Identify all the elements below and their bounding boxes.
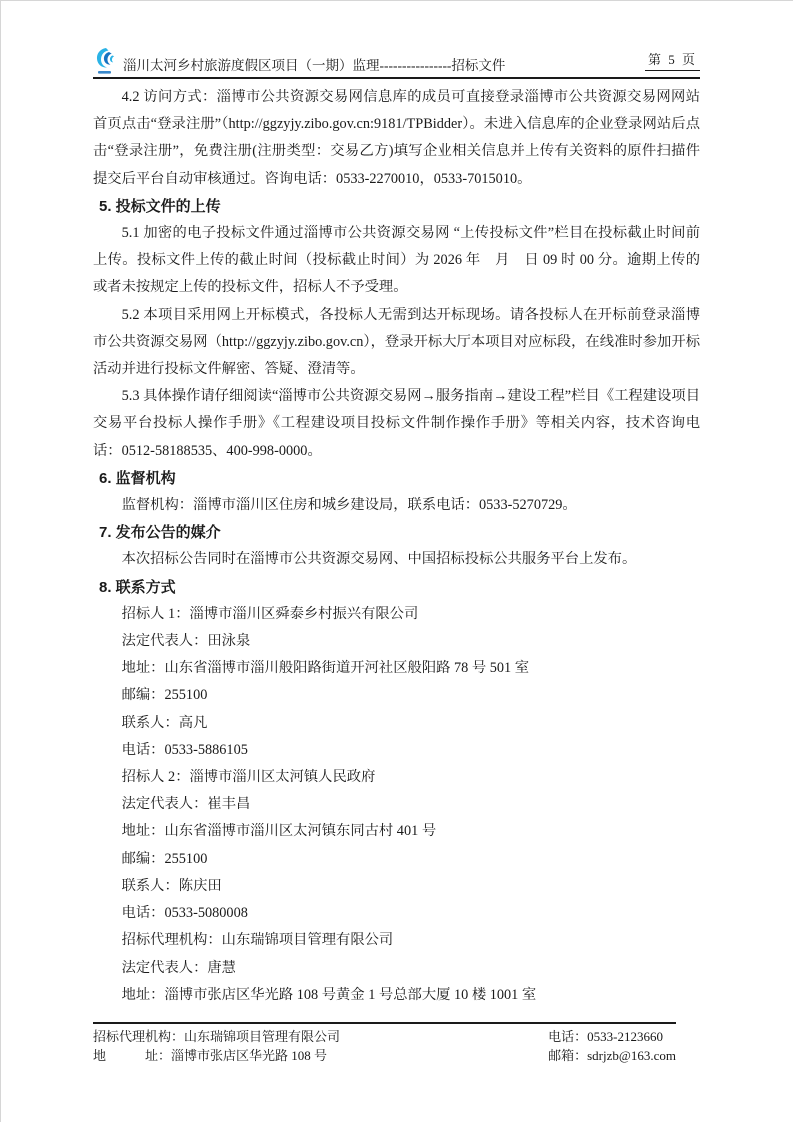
footer-right-column <box>548 1028 676 1065</box>
body-paragraph: 5.2 本项目采用网上开标模式，各投标人无需到达开标现场。请各投标人在开标前登录淄博市公共资源交易网（http://ggzyjy.zibo.gov.cn），登录开标大厅本项目对应标段，在线准时参加开标活动并进行投标文件解密、答疑、澄清等。 <box>93 306 700 378</box>
contact-line: 法定代表人：崔丰昌 <box>121 796 251 813</box>
footer-left-column <box>93 1028 340 1065</box>
contact-line: 联系人：陈庆田 <box>121 877 222 894</box>
body-paragraph: 监督机构：淄博市淄川区住房和城乡建设局，联系电话：0533-5270729。 <box>121 497 577 514</box>
company-swirl-logo-icon <box>93 45 120 76</box>
contact-line: 邮编：255100 <box>121 687 208 704</box>
contact-line: 电话：0533-5886105 <box>121 741 248 758</box>
contact-line: 法定代表人：唐慧 <box>121 959 236 976</box>
contact-line: 电话：0533-5080008 <box>121 905 248 922</box>
page-footer <box>93 1022 676 1065</box>
page-number: 第 5 页 <box>645 49 700 71</box>
contact-line: 招标代理机构：山东瑞锦项目管理有限公司 <box>121 932 394 949</box>
body-paragraph: 5.1 加密的电子投标文件通过淄博市公共资源交易网 “上传投标文件”栏目在投标截止时间前上传。投标文件上传的截止时间（投标截止时间）为 2026 年 月 日 09 时 00 分。逾期上传的或者未按规定上传的投标文件，招标人不予受理。 <box>93 225 700 296</box>
contact-line: 联系人：高凡 <box>121 714 208 731</box>
body-paragraph: 5.3 具体操作请仔细阅读“淄博市公共资源交易网→服务指南→建设工程”栏目《工程建设项目交易平台投标人操作手册》《工程建设项目投标文件制作操作手册》等相关内容，技术咨询电话：0512-58188535、400-998-0000。 <box>93 388 700 459</box>
contact-line: 法定代表人：田泳泉 <box>121 633 251 650</box>
footer-agency-line: 招标代理机构：山东瑞锦项目管理有限公司 <box>93 1029 341 1044</box>
section-heading: 5. 投标文件的上传 <box>99 197 221 215</box>
section-heading: 7. 发布公告的媒介 <box>99 524 221 542</box>
contact-line: 招标人 2：淄博市淄川区太河镇人民政府 <box>121 769 376 786</box>
contact-line: 地址：山东省淄博市淄川般阳路街道开河社区般阳路 78 号 501 室 <box>121 660 530 677</box>
body-paragraph: 4.2 访问方式：淄博市公共资源交易网信息库的成员可直接登录淄博市公共资源交易网网站首页点击“登录注册”（http://ggzyjy.zibo.gov.cn:9181/TPBidder）。未进入信息库的企业登录网站后点击“登录注册”，免费注册(注册类型：交易乙方)填写企业相关信息并上传有关资料的原件扫描件提交后平台自动审核通过。咨询电话：0533-2270010，0533-7015010。 <box>93 89 700 187</box>
body-paragraph: 本次招标公告同时在淄博市公共资源交易网、中国招标投标公共服务平台上发布。 <box>121 551 637 568</box>
contact-line: 地址：淄博市张店区华光路 108 号黄金 1 号总部大厦 10 楼 1001 室 <box>121 986 537 1003</box>
document-body <box>93 84 700 1009</box>
contact-line: 地址：山东省淄博市淄川区太河镇东同古村 401 号 <box>121 823 437 840</box>
page-header <box>93 43 700 79</box>
header-left <box>93 43 505 74</box>
footer-address-line: 地 址：淄博市张店区华光路 108 号 <box>93 1047 328 1063</box>
section-heading: 6. 监督机构 <box>99 469 176 487</box>
contact-line: 招标人 1：淄博市淄川区舜泰乡村振兴有限公司 <box>121 605 419 622</box>
footer-phone-line: 电话：0533-2123660 <box>548 1029 663 1044</box>
section-heading: 8. 联系方式 <box>99 578 176 596</box>
contact-line: 邮编：255100 <box>121 850 208 867</box>
footer-email-line: 邮箱：sdrjzb@163.com <box>548 1047 676 1063</box>
document-title: 淄川太河乡村旅游度假区项目（一期）监理----------------招标文件 <box>123 58 506 73</box>
